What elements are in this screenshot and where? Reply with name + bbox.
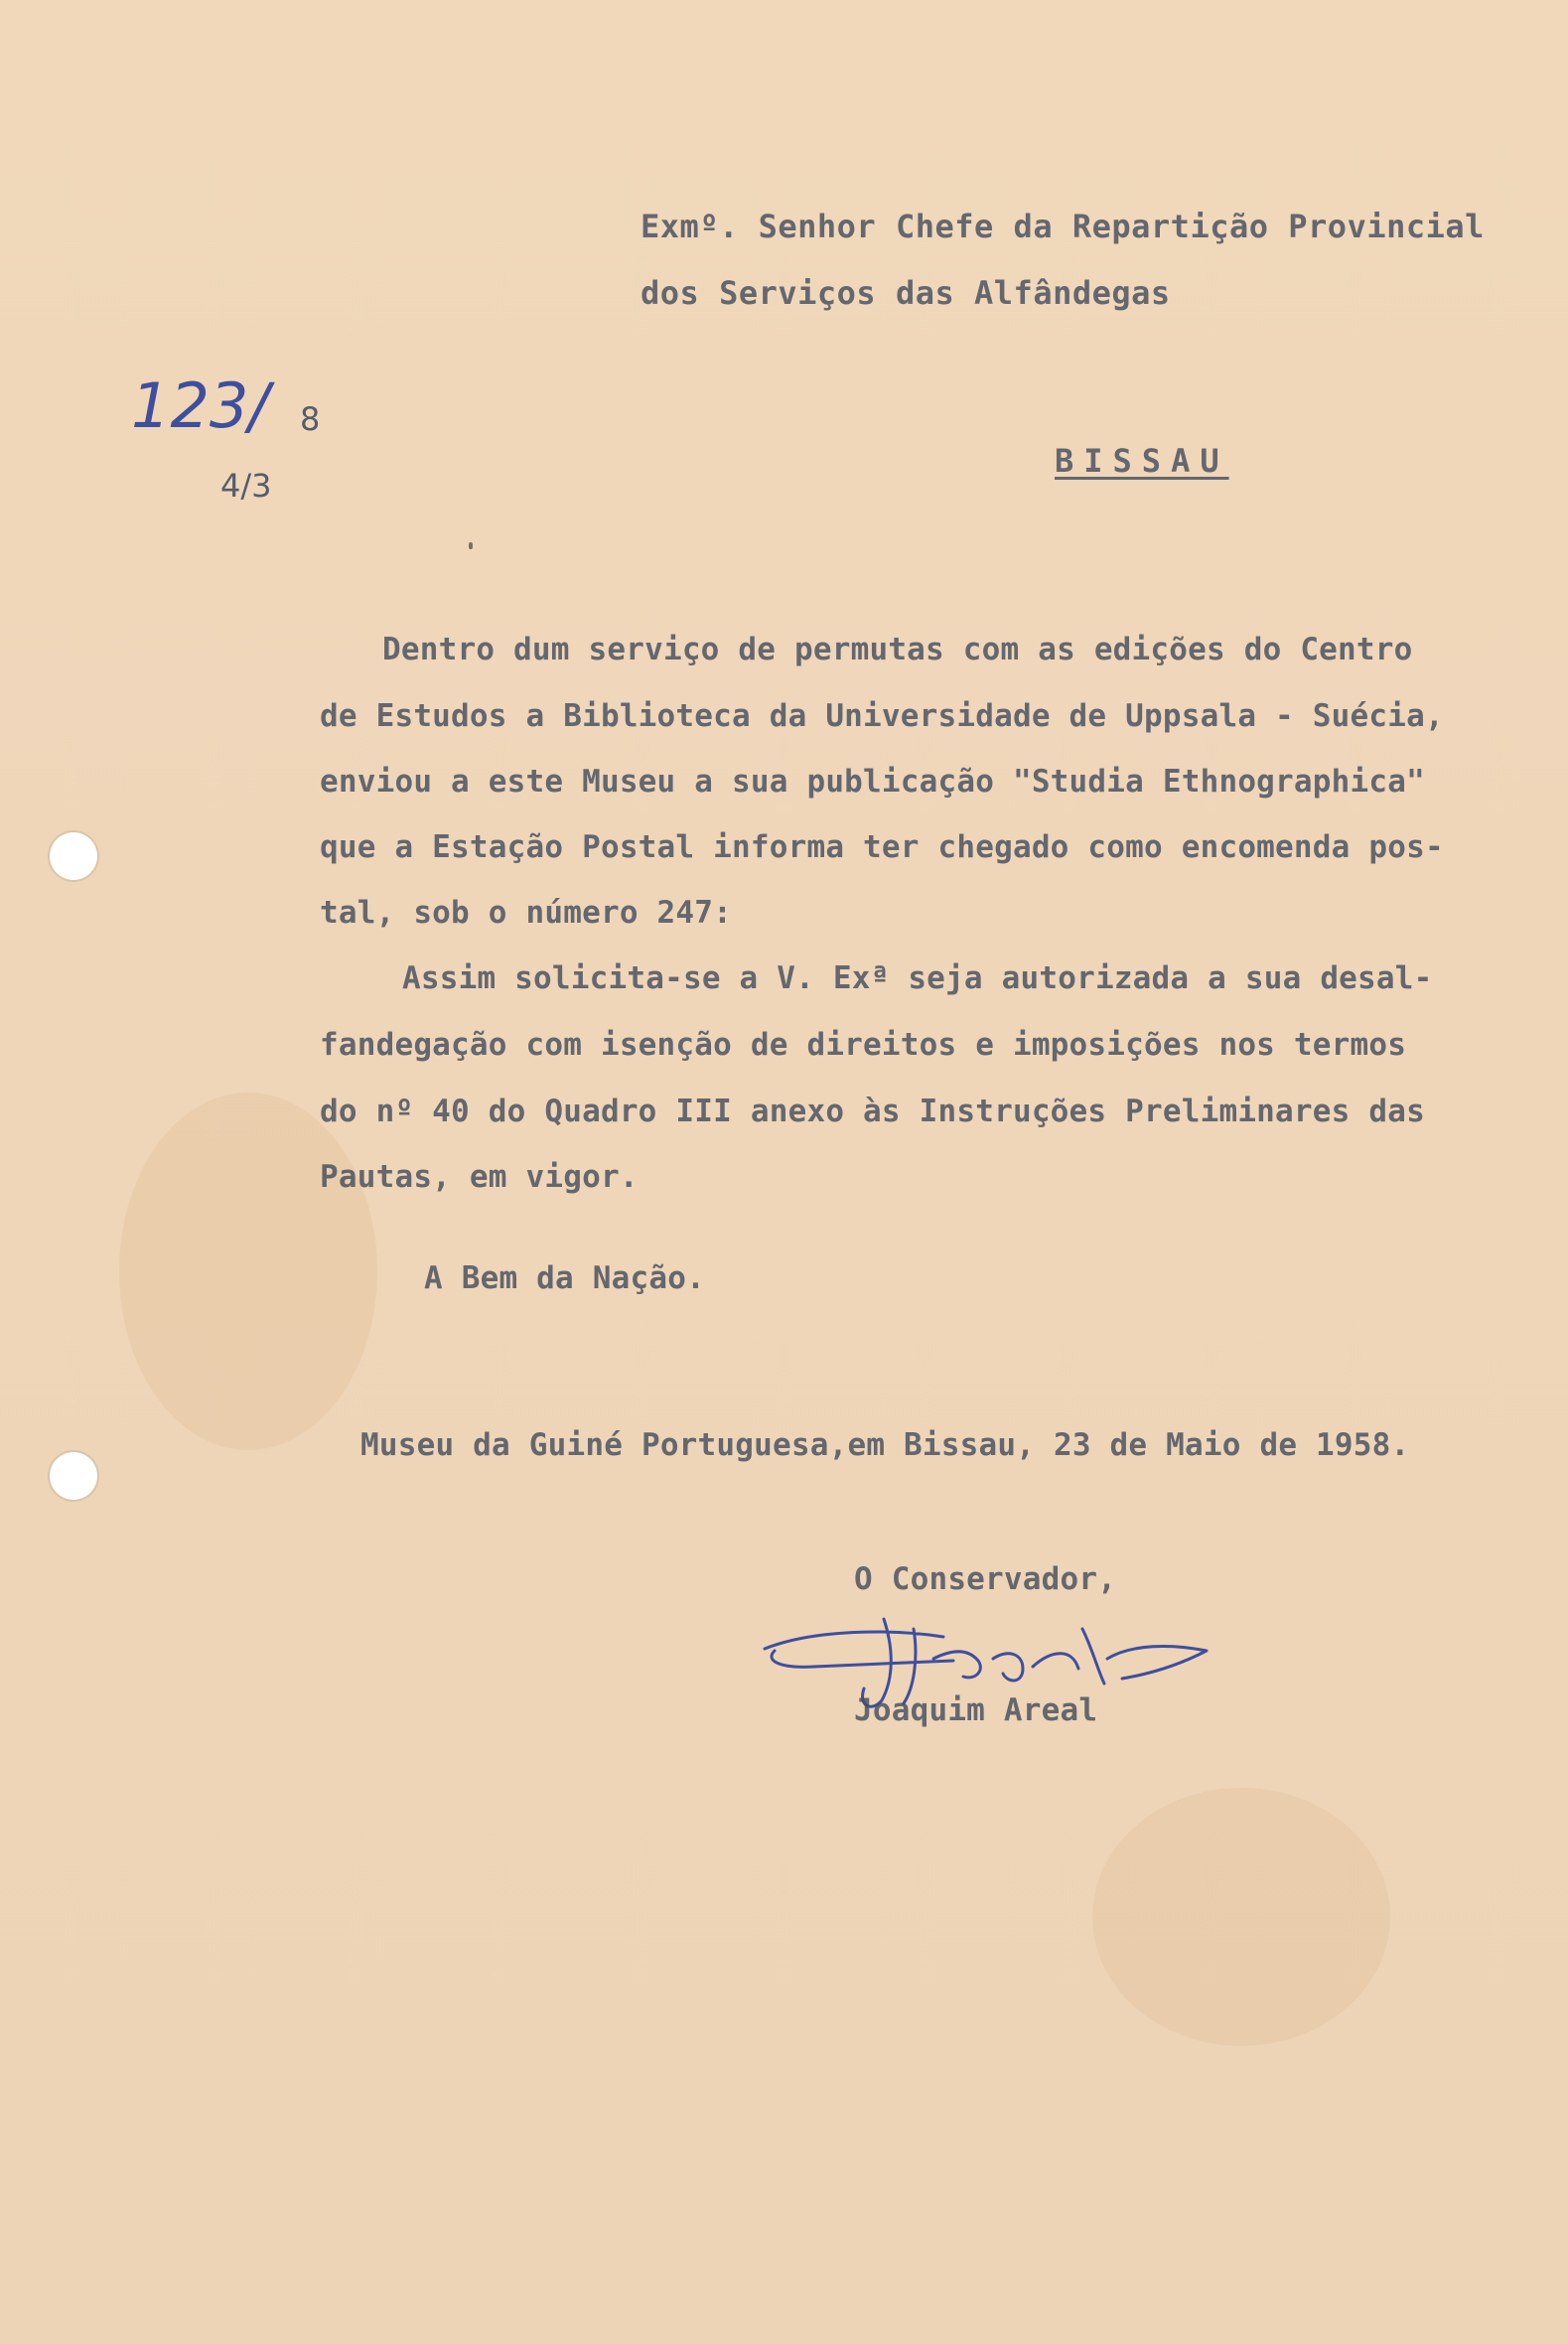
body-line: que a Estação Postal informa ter chegado como encomenda pos- xyxy=(320,829,1444,865)
handwritten-reference: 123/ xyxy=(131,369,270,442)
body-line: de Estudos a Biblioteca da Universidade de Uppsala - Suécia, xyxy=(320,698,1444,734)
place-and-date: Museu da Guiné Portuguesa,em Bissau, 23 de Maio de 1958. xyxy=(360,1427,1410,1463)
body-line: fandegação com isenção de direitos e imposições nos termos xyxy=(320,1027,1407,1063)
closing-salutation: A Bem da Nação. xyxy=(424,1260,705,1296)
paper-stain xyxy=(1092,1788,1390,2046)
body-line: tal, sob o número 247: xyxy=(320,895,732,931)
body-line: enviou a este Museu a sua publicação "Studia Ethnographica" xyxy=(320,764,1425,800)
addressee-line-1: Exmº. Senhor Chefe da Repartição Provincial xyxy=(641,208,1485,245)
signatory-role: O Conservador, xyxy=(854,1561,1117,1597)
handwritten-reference-suffix: 8 xyxy=(300,400,321,438)
punch-hole-bottom xyxy=(50,1452,97,1500)
body-line: Dentro dum serviço de permutas com as edições do Centro xyxy=(382,632,1413,667)
punch-hole-top xyxy=(50,832,97,880)
body-line: Pautas, em vigor. xyxy=(320,1159,639,1195)
signatory-name: Joaquim Areal xyxy=(854,1692,1098,1728)
ink-mark xyxy=(469,542,473,549)
body-line: Assim solicita-se a V. Exª seja autorizada a sua desal- xyxy=(402,960,1433,996)
paper-stain xyxy=(119,1093,377,1450)
city-heading: BISSAU xyxy=(1055,442,1229,480)
handwritten-sub-reference: 4/3 xyxy=(220,467,272,505)
addressee-line-2: dos Serviços das Alfândegas xyxy=(641,274,1171,312)
body-line: do nº 40 do Quadro III anexo às Instruções Preliminares das xyxy=(320,1094,1425,1129)
